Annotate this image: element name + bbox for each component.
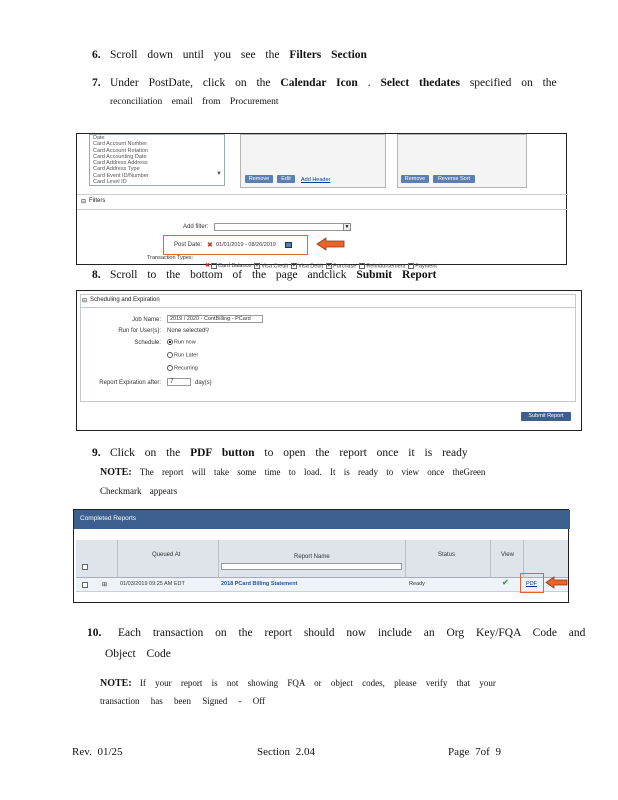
schedule-radio[interactable] (167, 339, 173, 345)
step-9-note-text: The report will take some time to load. It is ready to view once theGreen (139, 467, 486, 477)
expiration-label: Report Expiration after: (99, 380, 161, 386)
job-name-value: 2019 / 2020 - ContBilling - PCard (170, 316, 251, 322)
completed-reports-screenshot (73, 509, 569, 603)
filters-toggle-icon[interactable]: ⊟ (81, 199, 87, 205)
report-name-filter-input[interactable] (221, 563, 402, 570)
col-report-name[interactable]: Report Name (294, 554, 330, 560)
select-all-checkbox[interactable] (82, 564, 88, 570)
transaction-type-label: Purchase (333, 263, 357, 269)
schedule-label: Schedule: (134, 340, 161, 346)
listbox-item[interactable]: Card Address Address (93, 160, 148, 167)
col-view: View (501, 552, 514, 558)
step-7-calendar-icon-label: Calendar Icon (280, 77, 358, 89)
step-7-number: 7. (92, 77, 101, 89)
listbox-item[interactable]: Date (93, 135, 105, 141)
add-header-link[interactable]: Add Header (301, 177, 331, 183)
col-sep-1 (117, 540, 118, 578)
step-8-number: 8. (92, 269, 101, 281)
step-10-note-text-2: transaction has been Signed - Off (100, 696, 266, 706)
col-sep-3 (405, 540, 406, 578)
green-checkmark-icon: ✔ (502, 578, 509, 587)
step-9-note-label: NOTE: (100, 467, 132, 478)
job-name-input[interactable] (167, 315, 263, 323)
filters-underline (77, 209, 568, 210)
schedule-radio-group (167, 339, 198, 378)
scheduling-title: Scheduling and Expiration (90, 297, 160, 303)
post-date-value[interactable]: 01/01/2019 - 08/26/2019 (216, 242, 276, 248)
row-queued-at: 01/03/2019 09:25 AM EDT (120, 581, 185, 587)
listbox-item[interactable]: Card Account Rotation (93, 147, 149, 154)
run-for-value[interactable]: None selected (167, 328, 206, 334)
listbox-item[interactable]: Card Address Type (93, 166, 140, 173)
arrow-to-calendar-icon (317, 237, 345, 251)
schedule-option-label: Run Later (174, 352, 199, 359)
add-filter-label: Add filter: (183, 224, 209, 230)
step-10-text-2: Object Code (105, 648, 171, 660)
transaction-type-label: Card Balance (218, 263, 252, 269)
step-9-pdf-button: PDF button (190, 447, 255, 459)
step-9-number: 9. (92, 447, 101, 459)
listbox-item[interactable]: Card Event ID/Number (93, 172, 149, 179)
row-report-name[interactable]: 2018 PCard Billing Statement (221, 581, 298, 587)
remove-button[interactable]: Remove (245, 175, 273, 183)
col-queued-at[interactable]: Queued At (152, 552, 181, 558)
schedule-option-label: Run now (174, 339, 196, 346)
transaction-type-checkbox[interactable]: ✓ (255, 262, 261, 269)
listbox-item[interactable]: Card Account Number (93, 141, 148, 148)
calendar-icon[interactable] (285, 242, 292, 248)
step-9-text: Click on the (110, 447, 191, 459)
pdf-button[interactable]: PDF (526, 581, 537, 587)
field-listbox[interactable] (89, 134, 225, 186)
transaction-type-label: Payment (415, 263, 437, 269)
footer-revision: Rev. 01/25 (72, 746, 123, 758)
post-date-label: Post Date: (174, 242, 203, 248)
schedule-radio[interactable] (167, 365, 173, 371)
schedule-option[interactable] (167, 365, 198, 378)
step-9-text-end: to open the report once it is ready (254, 447, 468, 459)
row-status: Ready (409, 581, 425, 587)
reverse-sort-button[interactable]: Reverse Sort (433, 175, 475, 183)
run-for-label: Run for User(s): (118, 328, 161, 334)
step-7-text-end: specified on the (459, 77, 557, 89)
clear-types-icon[interactable]: ✖ (205, 263, 211, 269)
scheduling-divider (80, 307, 576, 308)
col-status[interactable]: Status (438, 552, 456, 558)
scheduling-toggle-icon[interactable]: ⊟ (82, 298, 88, 304)
step-9-note-text-2: Checkmark appears (100, 486, 178, 496)
filters-section-label: Filters (89, 198, 106, 204)
schedule-option[interactable] (167, 339, 198, 352)
step-10-text: Each transaction on the report should now include an Org Key/FQA Code and (118, 627, 586, 639)
step-10-number: 10. (87, 627, 102, 639)
transaction-type-checkbox[interactable]: ✓ (327, 262, 333, 269)
filters-screenshot (76, 133, 567, 269)
transaction-types-label: Transaction Types: (147, 255, 194, 261)
arrow-to-pdf-button (546, 576, 568, 589)
col-sep-4 (490, 540, 491, 578)
step-6-text: Scroll down until you see the (110, 49, 290, 61)
expiration-unit: day(s) (195, 380, 212, 386)
job-name-label: Job Name: (131, 317, 161, 323)
expiration-value: 7 (170, 379, 174, 385)
step-8-submit-report: Submit Report (356, 269, 437, 281)
completed-reports-header (74, 510, 570, 529)
step-10-note-label: NOTE: (100, 678, 132, 689)
add-filter-select[interactable] (214, 223, 351, 231)
edit-button[interactable]: Edit (277, 175, 295, 183)
step-6-number: 6. (92, 49, 101, 61)
step-8-text: Scroll to the bottom of the page andclick (110, 269, 357, 281)
listbox-item[interactable]: Card Level ID (93, 179, 127, 186)
step-7-line2-text: reconciliation email from Procurement (110, 97, 279, 107)
step-9-note-line2 (100, 486, 177, 496)
step-7-select-dates: Select thedates (380, 77, 460, 89)
remove-sort-button[interactable]: Remove (401, 175, 429, 183)
listbox-item[interactable]: Card Accounting Date (93, 153, 147, 160)
submit-report-button[interactable]: Submit Report (521, 412, 571, 421)
step-10-note-line2 (100, 696, 265, 706)
scheduling-screenshot (76, 290, 582, 431)
schedule-option[interactable] (167, 352, 198, 365)
row-expand-icon[interactable]: ⊞ (102, 582, 108, 588)
step-7-sep: . (357, 77, 381, 89)
expiration-input[interactable] (167, 378, 191, 386)
transaction-type-label: Visa Credit (261, 263, 289, 269)
footer-section: Section 2.04 (257, 746, 315, 758)
step-10-note-line1 (100, 678, 496, 689)
step-6-bold: Filters Section (289, 49, 367, 61)
schedule-radio[interactable] (167, 352, 173, 358)
add-filter-dropdown-icon[interactable]: ▼ (344, 224, 350, 230)
col-sep-2 (218, 540, 219, 578)
transaction-type-checkbox[interactable]: ✓ (292, 262, 298, 269)
schedule-option-label: Recurring (174, 365, 198, 372)
row-checkbox[interactable] (82, 582, 88, 588)
step-10-note-text: If your report is not showing FQA or object codes, please verify that your (139, 678, 496, 688)
user-picker-icon[interactable]: ⚲ (205, 328, 210, 334)
footer-page: Page 7of 9 (448, 746, 502, 758)
clear-date-icon[interactable]: ✖ (207, 242, 213, 249)
transaction-type-label: Visa Debit (298, 263, 324, 269)
completed-reports-title: Completed Reports (80, 515, 136, 522)
transaction-type-label: Reimbursement (366, 263, 406, 269)
step-7-text: Under PostDate, click on the (110, 77, 281, 89)
listbox-scroll-icon[interactable]: ▼ (216, 171, 222, 177)
step-9-note-line1 (100, 467, 485, 478)
filters-divider (77, 194, 568, 195)
